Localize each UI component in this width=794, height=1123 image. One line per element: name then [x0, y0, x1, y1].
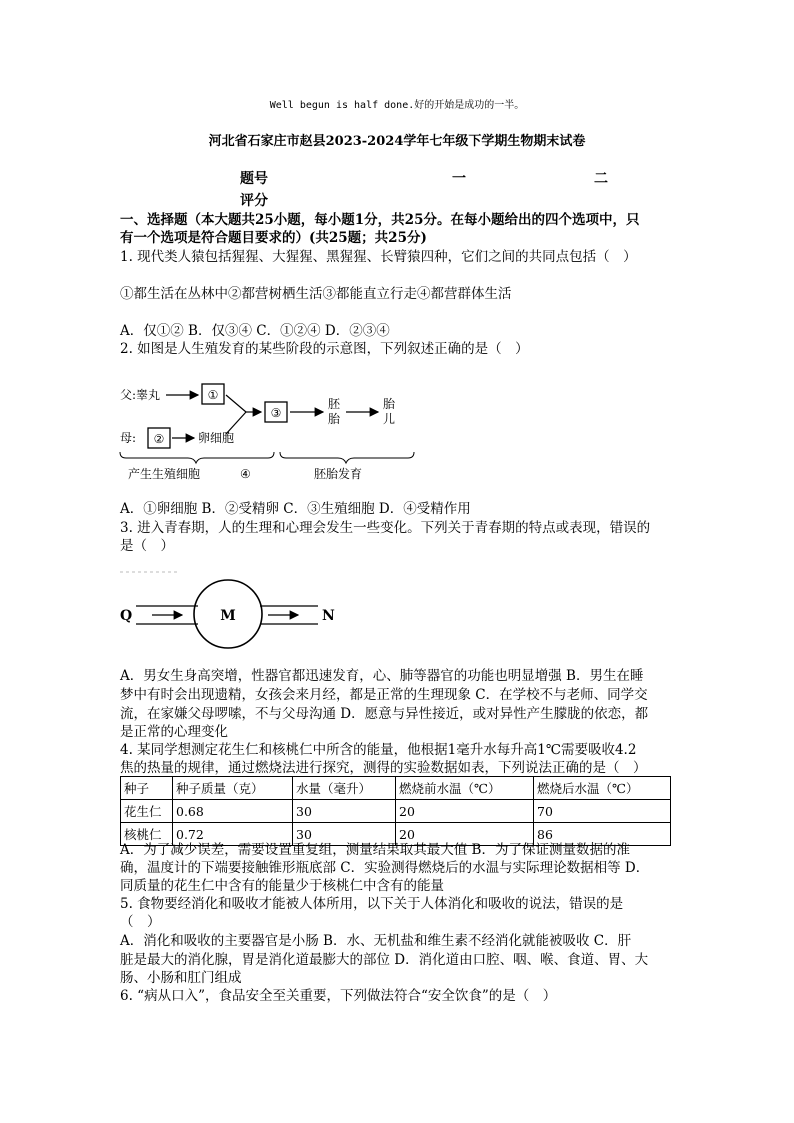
table-cell: 86 [534, 823, 671, 846]
q5-stem-line2: （ ） [120, 914, 161, 930]
diagram-fetus-1: 胎 [383, 397, 396, 411]
q5-options-line1: A．消化和吸收的主要器官是小肠 B．水、无机盐和维生素不经消化就能被吸收 C．肝 [120, 933, 632, 949]
diagram-box-1-label: ① [207, 388, 219, 402]
diagram-embryo-2: 胎 [328, 412, 341, 426]
q1-options: A．仅①② B．仅③④ C．①②④ D．②③④ [120, 323, 390, 339]
q4-data-table [120, 776, 671, 846]
diagram-father-label: 父:睾丸 [120, 388, 161, 402]
q4-options-line3: 同质量的花生仁中含有的能量少于核桃仁中含有的能量 [120, 878, 444, 894]
q1-statements: ①都生活在丛林中②都营树栖生活③都能直立行走④都营群体生活 [120, 286, 512, 302]
table-cell: 20 [396, 823, 534, 846]
q3-options-line1: A．男女生身高突增，性器官都迅速发育，心、肺等器官的功能也明显增强 B．男生在睡 [120, 668, 644, 684]
table-cell: 0.68 [173, 800, 293, 823]
diagram-n-label: N [322, 608, 335, 624]
diagram-stage-mid: ④ [240, 467, 251, 481]
diagram-box-2-label: ② [153, 432, 165, 446]
table-header-row [121, 777, 671, 800]
q4-stem-line2: 焦的热量的规律，通过燃烧法进行探究，测得的实验数据如表，下列说法正确的是（ ） [120, 760, 647, 776]
table-cell: 30 [293, 800, 396, 823]
q4-stem-line1: 4. 某同学想测定花生仁和核桃仁中所含的能量，他根据1毫升水每升高1℃需要吸收4.2 [120, 742, 637, 758]
table-cell: 0.72 [173, 823, 293, 846]
table-header-cell: 水量（毫升） [293, 777, 396, 800]
table-cell: 70 [534, 800, 671, 823]
q3-qmn-diagram [118, 570, 348, 660]
q6-stem: 6. “病从口入”，食品安全至关重要，下列做法符合“安全饮食”的是（ ） [120, 988, 557, 1004]
q5-stem-line1: 5. 食物要经消化和吸收才能被人体所用，以下关于人体消化和吸收的说法，错误的是 [120, 896, 624, 912]
score-col-2: 二 [594, 171, 608, 187]
q2-stem: 2. 如图是人生殖发育的某些阶段的示意图，下列叙述正确的是（ ） [120, 341, 529, 357]
score-row-number-label: 题号 [240, 171, 268, 187]
diagram-mother-label: 母: [120, 431, 137, 445]
q3-options-line2: 梦中有时会出现遗精，女孩会来月经，都是正常的生理现象 C．在学校不与老师、同学交 [120, 687, 648, 703]
q3-stem-line2: 是（ ） [120, 538, 174, 554]
table-cell: 核桃仁 [121, 823, 173, 846]
q5-options-line2: 脏是最大的消化腺，胃是消化道最膨大的部位 D．消化道由口腔、咽、喉、食道、胃、大 [120, 952, 649, 968]
diagram-fetus-2: 儿 [383, 412, 396, 426]
diagram-box-3-label: ③ [270, 406, 282, 420]
table-header-cell: 燃烧后水温（℃） [534, 777, 671, 800]
section1-heading-line2: 有一个选项是符合题目要求的）(共25题；共25分) [120, 230, 427, 246]
diagram-stage-right: 胚胎发育 [314, 467, 363, 481]
q3-stem-line1: 3. 进入青春期，人的生理和心理会发生一些变化。下列关于青春期的特点或表现，错误的 [120, 520, 651, 536]
q1-stem: 1. 现代类人猿包括猩猩、大猩猩、黑猩猩、长臂猿四种，它们之间的共同点包括（ ） [120, 249, 637, 265]
diagram-stage-left: 产生生殖细胞 [128, 467, 201, 481]
table-cell: 20 [396, 800, 534, 823]
score-col-1: 一 [452, 171, 466, 187]
q2-reproduction-diagram [118, 372, 438, 484]
q2-options: A．①卵细胞 B．②受精卵 C．③生殖细胞 D．④受精作用 [120, 501, 471, 517]
q3-options-line3: 流，在家嫌父母啰嗦，不与父母沟通 D．愿意与异性接近，或对异性产生朦胧的依恋，都 [120, 706, 649, 722]
q4-options-line1: A．为了减少误差，需要设置重复组，测量结果取其最大值 B．为了保证测量数据的准 [120, 842, 630, 858]
table-cell: 花生仁 [121, 800, 173, 823]
table-header-cell: 燃烧前水温（℃） [396, 777, 534, 800]
table-row [121, 800, 671, 823]
q5-options-line3: 肠、小肠和肛门组成 [120, 970, 242, 986]
section1-heading-line1: 一、选择题（本大题共25小题，每小题1分，共25分。在每小题给出的四个选项中，只 [120, 212, 640, 228]
diagram-m-label: M [220, 608, 236, 624]
motto: Well begun is half done.好的开始是成功的一半。 [269, 100, 525, 111]
q4-options-line2: 确，温度计的下端要接触锥形瓶底部 C．实验测得燃烧后的水温与实际理论数据相等 D． [120, 860, 650, 876]
score-row-score-label: 评分 [240, 193, 268, 209]
diagram-egg-label: 卵细胞 [198, 431, 235, 445]
table-header-cell: 种子质量（克） [173, 777, 293, 800]
table-cell: 30 [293, 823, 396, 846]
page-title: 河北省石家庄市赵县2023-2024学年七年级下学期生物期末试卷 [208, 134, 586, 149]
table-header-cell: 种子 [121, 777, 173, 800]
q3-options-line4: 是正常的心理变化 [120, 724, 228, 740]
diagram-embryo-1: 胚 [328, 397, 341, 411]
diagram-q-label: Q [120, 608, 133, 624]
